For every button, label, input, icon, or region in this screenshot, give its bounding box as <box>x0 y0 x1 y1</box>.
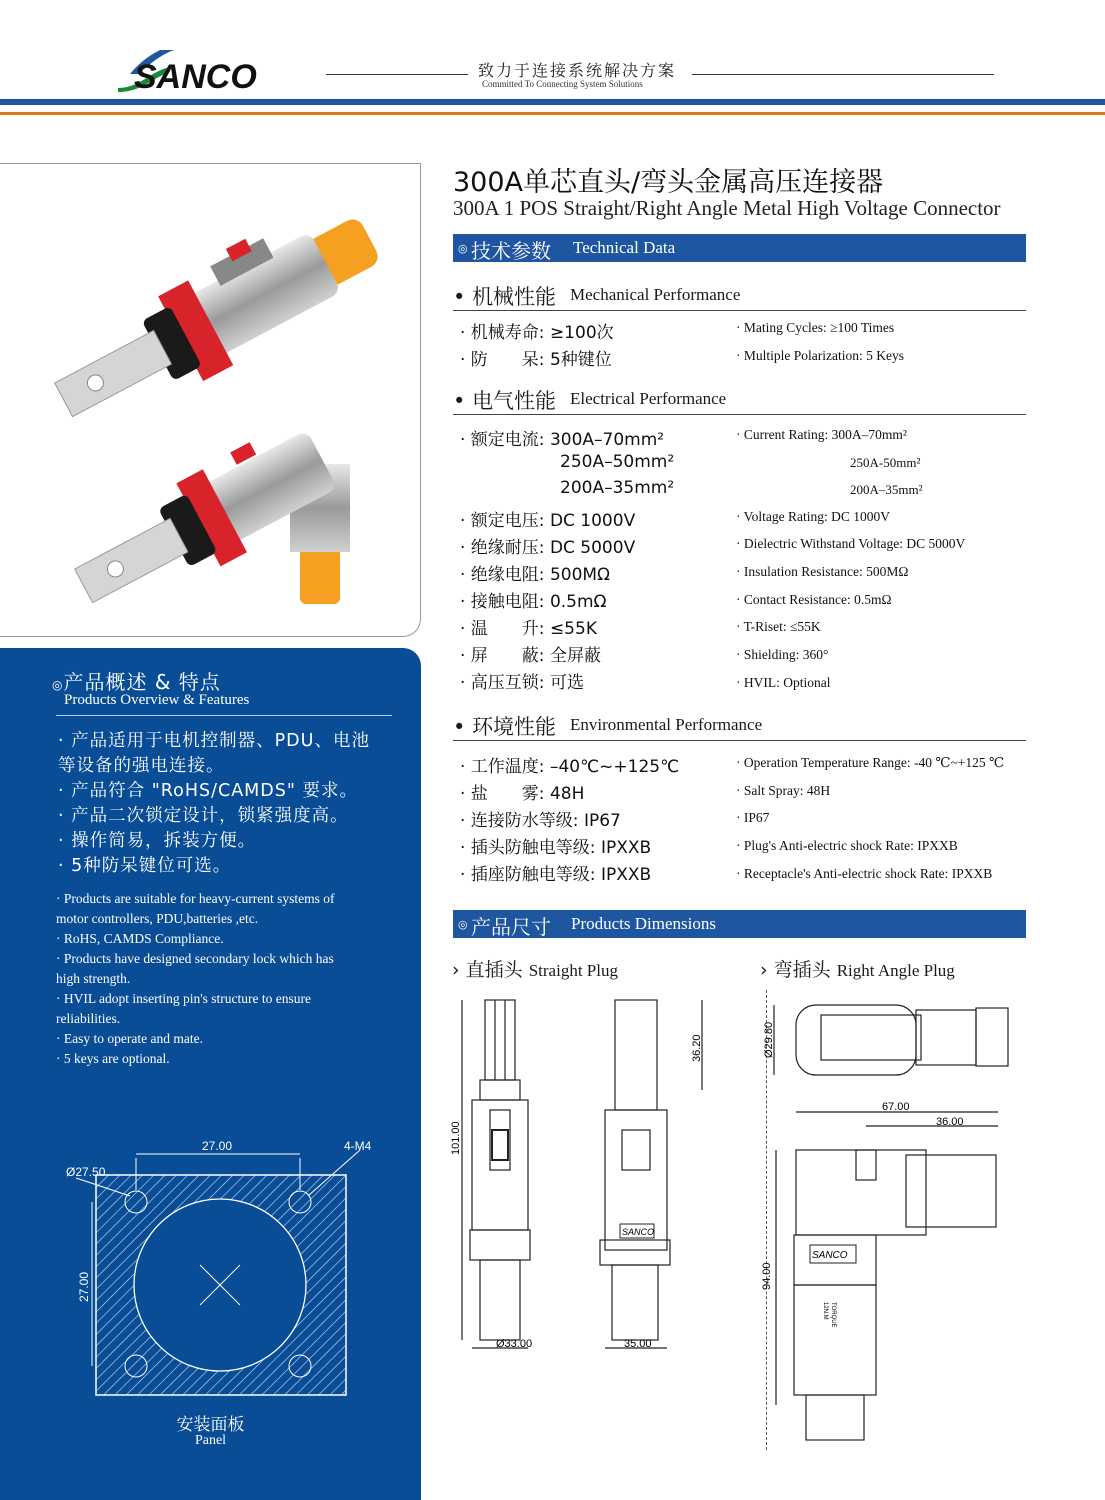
spec-row-en: · Receptacle's Anti-electric shock Rate: IPXXB <box>736 866 993 881</box>
environmental-heading-cn: • 环境性能 <box>453 715 557 739</box>
spec-row-en: · Multiple Polarization: 5 Keys <box>736 348 904 363</box>
dim-height: 94.00 <box>761 1262 773 1290</box>
mechanical-heading <box>453 281 1026 311</box>
spec-subrow-cn: 200A–35mm² <box>560 478 675 498</box>
technical-data-title-en: Technical Data <box>573 238 676 257</box>
spec-row-en: · HVIL: Optional <box>736 675 831 690</box>
technical-data-bar <box>453 234 1026 262</box>
dimensions-title-en: Products Dimensions <box>571 914 716 933</box>
dim-diameter: Ø33.00 <box>496 1338 533 1350</box>
spec-row-en: · Operation Temperature Range: -40 ℃~+125 ℃ <box>736 755 1005 770</box>
spec-subrow-en: 200A–35mm² <box>850 482 923 497</box>
spec-row-cn: · 绝缘耐压: DC 5000V <box>460 538 636 558</box>
feature-cn: · 5种防呆键位可选。 <box>58 856 232 876</box>
header-rule-orange <box>0 112 1105 115</box>
panel-caption-cn: 安装面板 <box>176 1415 245 1435</box>
overview-title-cn: ◎产品概述 & 特点 <box>52 670 221 694</box>
spec-row-cn: · 连接防水等级: IP67 <box>460 811 621 831</box>
bullet-icon: ◎ <box>458 242 468 255</box>
spec-row-en: · Salt Spray: 48H <box>736 783 831 798</box>
electrical-heading-cn: • 电气性能 <box>453 389 557 413</box>
spec-row-cn: · 温 升: ≤55K <box>460 619 597 639</box>
dim-diameter: Ø29.80 <box>763 1021 775 1058</box>
spec-row-en: · Contact Resistance: 0.5mΩ <box>736 592 892 607</box>
feature-en: · Products are suitable for heavy-current systems of motor controllers, PDU,batteries ,etc. <box>56 891 335 926</box>
tagline-cn: 致力于连接系统解决方案 <box>478 61 677 80</box>
spec-row-cn: · 防 呆: 5种键位 <box>460 350 612 370</box>
tagline-en: Committed To Connecting System Solutions <box>482 79 643 89</box>
chevron-right-icon: › <box>452 959 460 981</box>
drawing-label: TORQUE <box>830 1302 836 1328</box>
feature-en: · Products have designed secondary lock which has high strength. <box>56 951 334 986</box>
feature-cn: · 产品适用于电机控制器、PDU、电池 等设备的强电连接。 <box>58 731 370 776</box>
panel-dim-height: 27.00 <box>77 1271 91 1302</box>
environmental-heading <box>453 711 1026 741</box>
electrical-heading-en: Electrical Performance <box>570 389 727 408</box>
feature-en: · HVIL adopt inserting pin's structure to ensure reliabilities. <box>56 991 311 1026</box>
product-title-en: 300A 1 POS Straight/Right Angle Metal High Voltage Connector <box>453 196 1001 220</box>
dim-part: 36.00 <box>936 1116 964 1128</box>
chevron-right-icon: › <box>760 959 768 981</box>
straight-plug-drawing <box>440 990 740 1360</box>
straight-plug-heading: › 直插头 Straight Plug <box>452 959 618 981</box>
panel-caption-en: Panel <box>194 1433 227 1448</box>
dimensions-bar <box>453 910 1026 938</box>
spec-row-en: · Plug's Anti-electric shock Rate: IPXXB <box>736 838 958 853</box>
spec-row-cn: · 额定电流: 300A–70mm² <box>460 430 665 450</box>
spec-row-en: · Mating Cycles: ≥100 Times <box>736 320 895 335</box>
panel-dim-width: 27.00 <box>202 1139 233 1153</box>
spec-row-cn: · 额定电压: DC 1000V <box>460 511 636 531</box>
feature-cn: · 产品符合 "RoHS/CAMDS" 要求。 <box>58 781 358 801</box>
sanco-logo <box>108 44 288 96</box>
feature-cn: · 操作简易，拆装方便。 <box>58 831 257 851</box>
feature-en: · RoHS, CAMDS Compliance. <box>56 931 224 946</box>
header-rule-blue <box>0 99 1105 105</box>
feature-cn: · 产品二次锁定设计，锁紧强度高。 <box>58 806 349 826</box>
drawing-label: 12N.M <box>822 1302 828 1320</box>
tagline-rule-left <box>326 74 468 75</box>
right-angle-plug-drawing <box>761 990 1046 1450</box>
spec-row-cn: · 高压互锁: 可选 <box>460 673 584 693</box>
overview-title-en: Products Overview & Features <box>64 692 250 708</box>
spec-row-en: · Voltage Rating: DC 1000V <box>736 509 890 524</box>
logo-text: SANCO <box>134 58 257 96</box>
overview-rule <box>56 715 392 716</box>
spec-row-cn: · 机械寿命: ≥100次 <box>460 323 614 343</box>
mechanical-heading-cn: • 机械性能 <box>453 285 557 309</box>
feature-en: · Easy to operate and mate. <box>56 1031 203 1046</box>
spec-row-en: · Dielectric Withstand Voltage: DC 5000V <box>736 536 966 551</box>
feature-en: · 5 keys are optional. <box>56 1051 170 1066</box>
spec-row-cn: · 盐 雾: 48H <box>460 784 585 804</box>
panel-dim-diameter: Ø27.50 <box>66 1165 106 1179</box>
spec-row-cn: · 绝缘电阻: 500MΩ <box>460 565 611 585</box>
tagline-rule-right <box>692 74 994 75</box>
environmental-heading-en: Environmental Performance <box>570 715 763 734</box>
drawing-logo: SANCO <box>622 1227 655 1237</box>
spec-row-en: · Shielding: 360° <box>736 647 829 662</box>
dim-length: 67.00 <box>882 1101 910 1113</box>
spec-subrow-en: 250A-50mm² <box>850 455 921 470</box>
dim-height: 101.00 <box>450 1121 462 1155</box>
spec-row-en: · Insulation Resistance: 500MΩ <box>736 564 909 579</box>
dim-top: 36.20 <box>691 1034 703 1062</box>
mechanical-heading-en: Mechanical Performance <box>570 285 741 304</box>
mounting-panel-drawing <box>40 1130 410 1410</box>
product-title-cn: 300A单芯直头/弯头金属高压连接器 <box>453 167 884 198</box>
drawing-logo: SANCO <box>812 1250 848 1261</box>
spec-row-cn: · 插座防触电等级: IPXXB <box>460 865 652 885</box>
technical-data-title-cn: 技术参数 <box>471 239 551 263</box>
dimensions-title-cn: 产品尺寸 <box>471 915 551 939</box>
product-photo <box>0 163 421 637</box>
spec-row-cn: · 工作温度: –40℃~+125℃ <box>460 757 680 777</box>
dim-width: 35.00 <box>624 1338 652 1350</box>
panel-dim-holes: 4-M4 <box>344 1139 372 1153</box>
spec-row-cn: · 接触电阻: 0.5mΩ <box>460 592 607 612</box>
electrical-heading <box>453 385 1026 415</box>
spec-row-en: · Current Rating: 300A–70mm² <box>736 427 907 442</box>
spec-row-cn: · 插头防触电等级: IPXXB <box>460 838 652 858</box>
spec-subrow-cn: 250A–50mm² <box>560 452 675 472</box>
connector-illustration <box>0 164 421 638</box>
right-angle-plug-heading: › 弯插头 Right Angle Plug <box>760 959 955 981</box>
bullet-icon: ◎ <box>458 918 468 931</box>
spec-row-en: · IP67 <box>736 810 770 825</box>
spec-row-en: · T-Riset: ≤55K <box>736 619 821 634</box>
spec-row-cn: · 屏 蔽: 全屏蔽 <box>460 646 601 666</box>
